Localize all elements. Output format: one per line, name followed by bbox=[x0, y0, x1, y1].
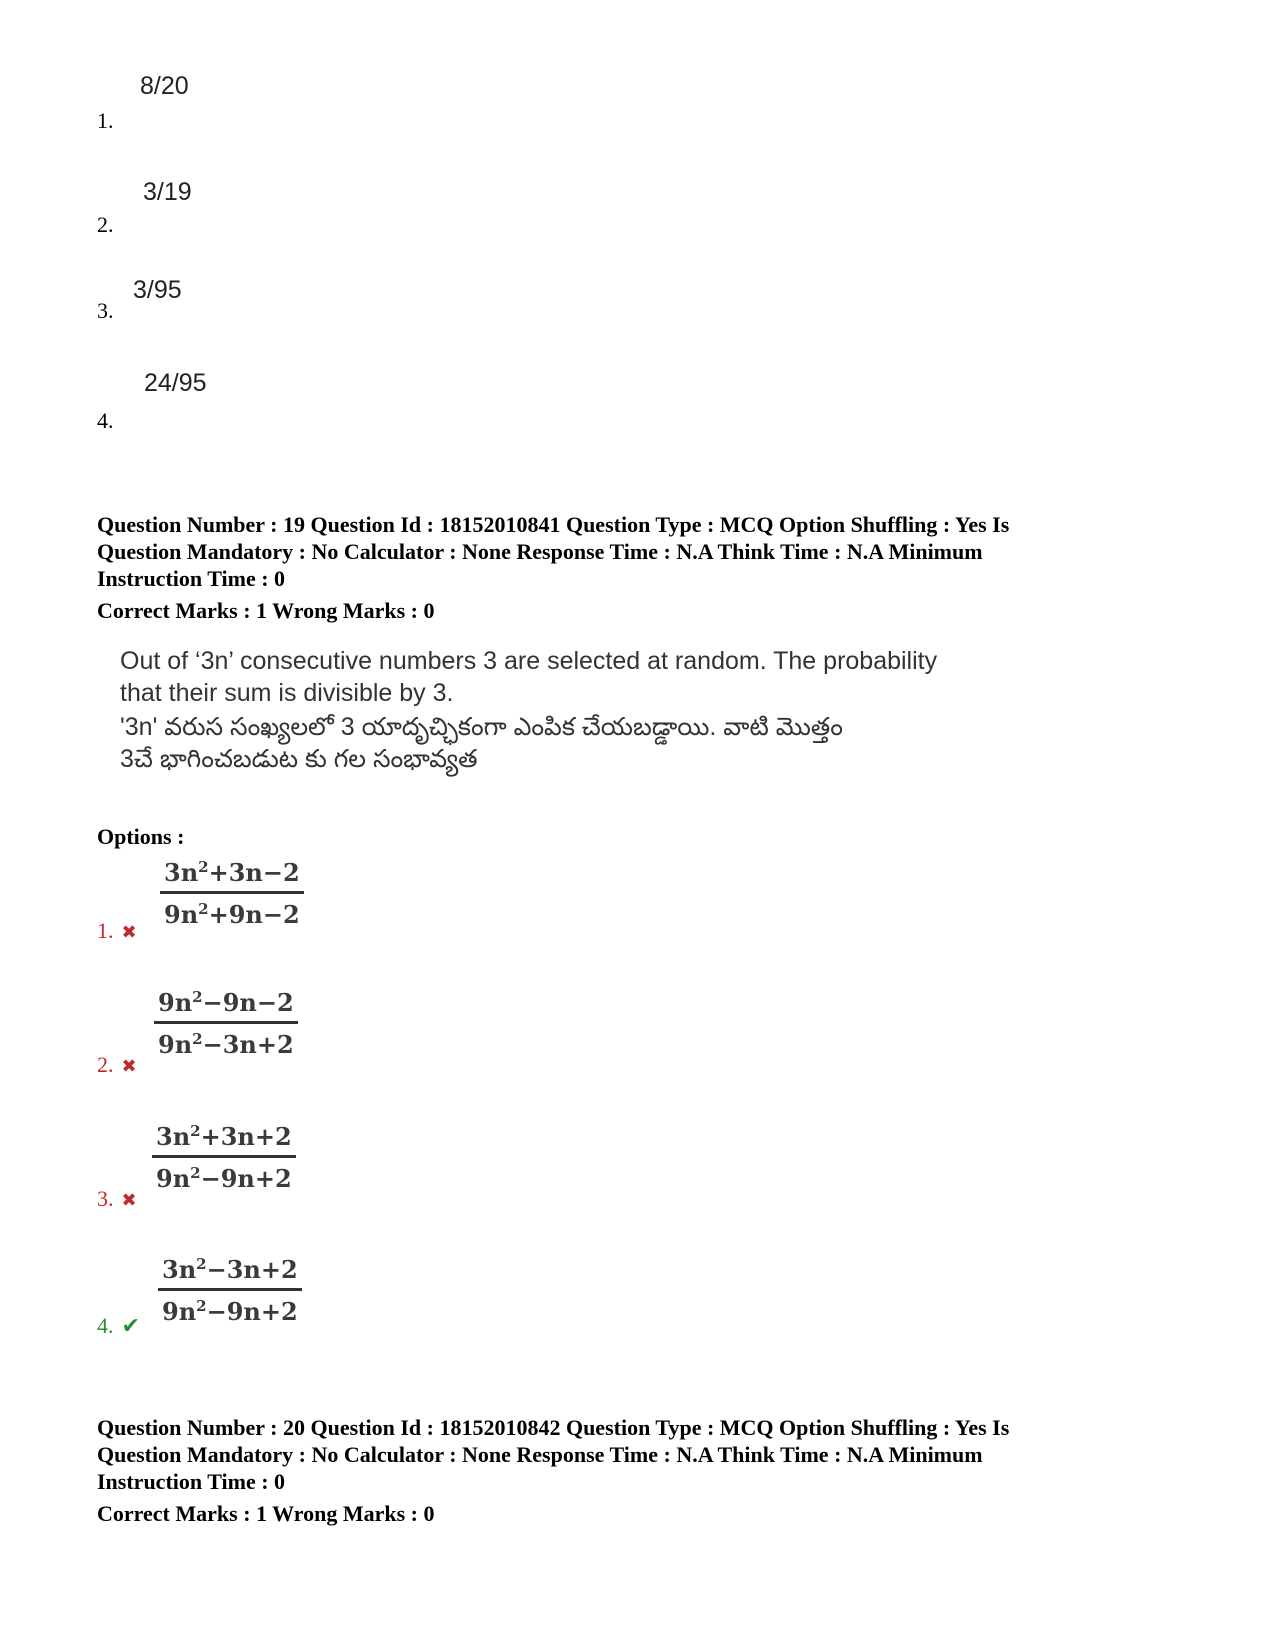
q19-marks: Correct Marks : 1 Wrong Marks : 0 bbox=[97, 598, 435, 623]
q19-text-te-1: '3n' వరుస సంఖ్యలలో 3 యాదృచ్ఛికంగా ఎంపిక చేయబడ్డాయి. వాటి మొత్తం bbox=[120, 713, 843, 741]
q19-text-en-1: Out of ‘3n’ consecutive numbers 3 are selected at random. The probability bbox=[120, 647, 938, 675]
prev-option-1-value: 8/20 bbox=[140, 72, 189, 100]
prev-option-4-value: 24/95 bbox=[144, 369, 207, 397]
q19-text-en-2: that their sum is divisible by 3. bbox=[120, 679, 454, 707]
options-label: Options : bbox=[97, 824, 185, 849]
q19-meta-line2: Question Mandatory : No Calculator : None Response Time : N.A Think Time : N.A Minimum bbox=[97, 539, 983, 564]
q19-question-text bbox=[120, 645, 1120, 775]
q20-meta-line3: Instruction Time : 0 bbox=[97, 1469, 286, 1494]
q20-marks: Correct Marks : 1 Wrong Marks : 0 bbox=[97, 1501, 435, 1526]
prev-option-3-value: 3/95 bbox=[133, 276, 182, 304]
q19-meta-line3: Instruction Time : 0 bbox=[97, 566, 286, 591]
q20-meta-line1: Question Number : 20 Question Id : 18152010842 Question Type : MCQ Option Shuffling : Yes Is bbox=[97, 1415, 1010, 1440]
prev-option-2-value: 3/19 bbox=[143, 178, 192, 206]
prev-option-4-number: 4. bbox=[97, 408, 114, 433]
check-icon: ✔ bbox=[121, 1313, 140, 1338]
q20-meta bbox=[97, 1414, 1207, 1495]
cross-icon: ✖ bbox=[121, 1190, 137, 1210]
q19-text-te-2: 3చే భాగించబడుట కు గల సంభావ్యత bbox=[120, 745, 478, 773]
q20-meta-line2: Question Mandatory : No Calculator : None Response Time : N.A Think Time : N.A Minimum bbox=[97, 1442, 983, 1467]
q19-option-1-number: 1. ✖ bbox=[97, 918, 137, 943]
q19-option-3-fraction: $\frac{3n^2+3n+2}{9n^2-9n+2}$ bbox=[152, 1122, 296, 1193]
cross-icon: ✖ bbox=[121, 1056, 137, 1076]
prev-option-2-number: 2. bbox=[97, 212, 114, 237]
cross-icon: ✖ bbox=[121, 922, 137, 942]
q19-option-2-number: 2. ✖ bbox=[97, 1052, 137, 1077]
q19-option-4-number: 4. ✔ bbox=[97, 1313, 140, 1338]
prev-option-3-number: 3. bbox=[97, 298, 114, 323]
q19-option-3-number: 3. ✖ bbox=[97, 1186, 137, 1211]
q19-option-2-fraction: $\frac{9n^2-9n-2}{9n^2-3n+2}$ bbox=[154, 988, 298, 1059]
q19-option-1-fraction: $\frac{3n^2+3n-2}{9n^2+9n-2}$ bbox=[160, 858, 304, 929]
prev-option-1-number: 1. bbox=[97, 108, 114, 133]
q19-meta bbox=[97, 511, 1207, 592]
q19-option-4-fraction: $\frac{3n^2-3n+2}{9n^2-9n+2}$ bbox=[158, 1255, 302, 1326]
q19-meta-line1: Question Number : 19 Question Id : 18152010841 Question Type : MCQ Option Shuffling : Yes Is bbox=[97, 512, 1010, 537]
